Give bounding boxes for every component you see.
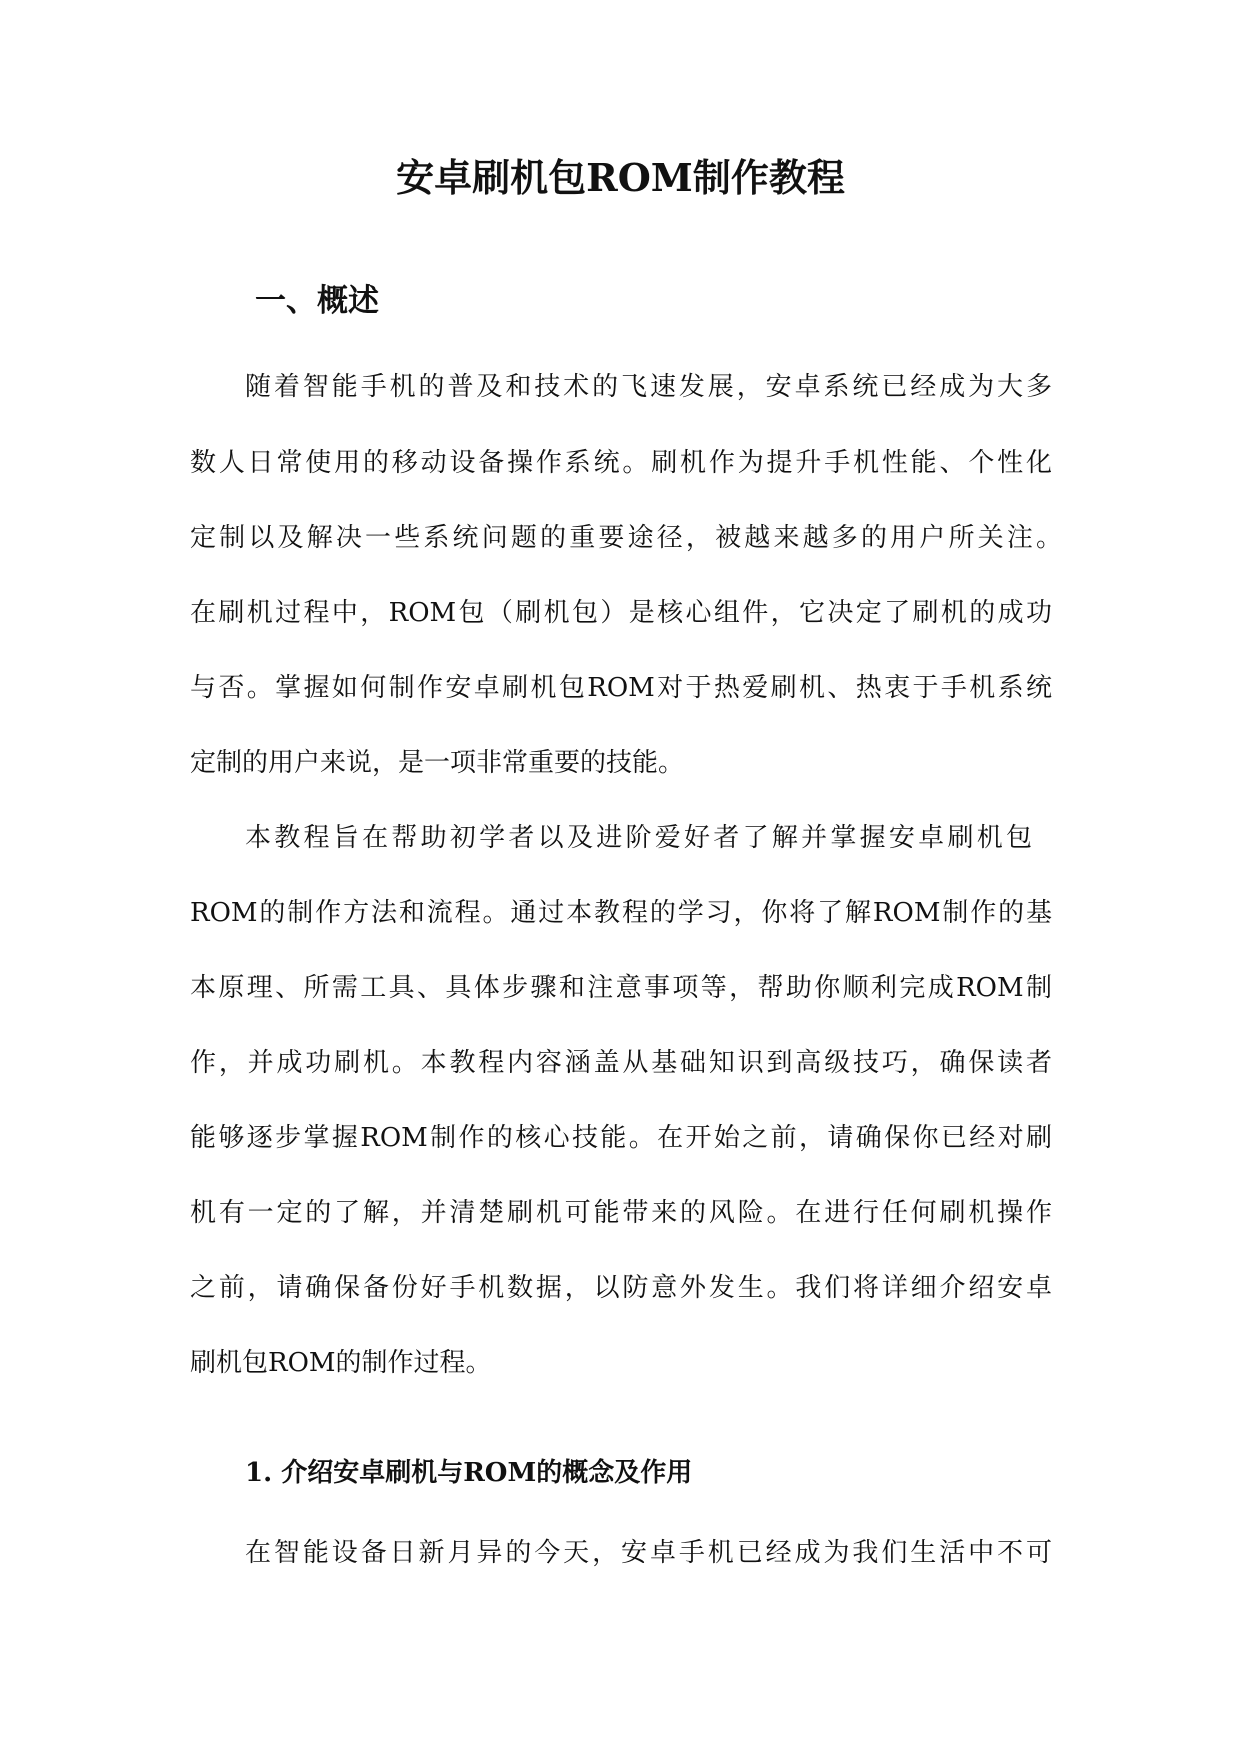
document-title: 安卓刷机包ROM制作教程 [396,155,845,200]
subsection-heading: 1. 介绍安卓刷机与ROM的概念及作用 [245,1458,693,1488]
paragraph-line: 与否。掌握如何制作安卓刷机包ROM对于热爱刷机、热衷于手机系统 [190,673,1052,703]
paragraph-line: 随着智能手机的普及和技术的飞速发展，安卓系统已经成为大多 [245,372,1052,402]
paragraph-line: 机有一定的了解，并清楚刷机可能带来的风险。在进行任何刷机操作 [190,1198,1052,1228]
section-heading-overview: 一、概述 [255,283,379,319]
paragraph-line: 本教程旨在帮助初学者以及进阶爱好者了解并掌握安卓刷机包 [245,823,1032,853]
paragraph-line: 在刷机过程中，ROM包（刷机包）是核心组件，它决定了刷机的成功 [190,598,1052,628]
paragraph-line: 刷机包ROM的制作过程。 [190,1348,492,1378]
paragraph-line: 在智能设备日新月异的今天，安卓手机已经成为我们生活中不可 [245,1538,1052,1568]
paragraph-line: 定制的用户来说，是一项非常重要的技能。 [190,748,685,778]
paragraph-line: 定制以及解决一些系统问题的重要途径，被越来越多的用户所关注。 [190,523,1062,553]
paragraph-line: 之前，请确保备份好手机数据，以防意外发生。我们将详细介绍安卓 [190,1273,1052,1303]
paragraph-line: 作，并成功刷机。本教程内容涵盖从基础知识到高级技巧，确保读者 [190,1048,1052,1078]
paragraph-line: 本原理、所需工具、具体步骤和注意事项等，帮助你顺利完成ROM制 [190,973,1052,1003]
paragraph-line: ROM的制作方法和流程。通过本教程的学习，你将了解ROM制作的基 [190,898,1052,928]
paragraph-line: 能够逐步掌握ROM制作的核心技能。在开始之前，请确保你已经对刷 [190,1123,1052,1153]
paragraph-line: 数人日常使用的移动设备操作系统。刷机作为提升手机性能、个性化 [190,448,1052,478]
